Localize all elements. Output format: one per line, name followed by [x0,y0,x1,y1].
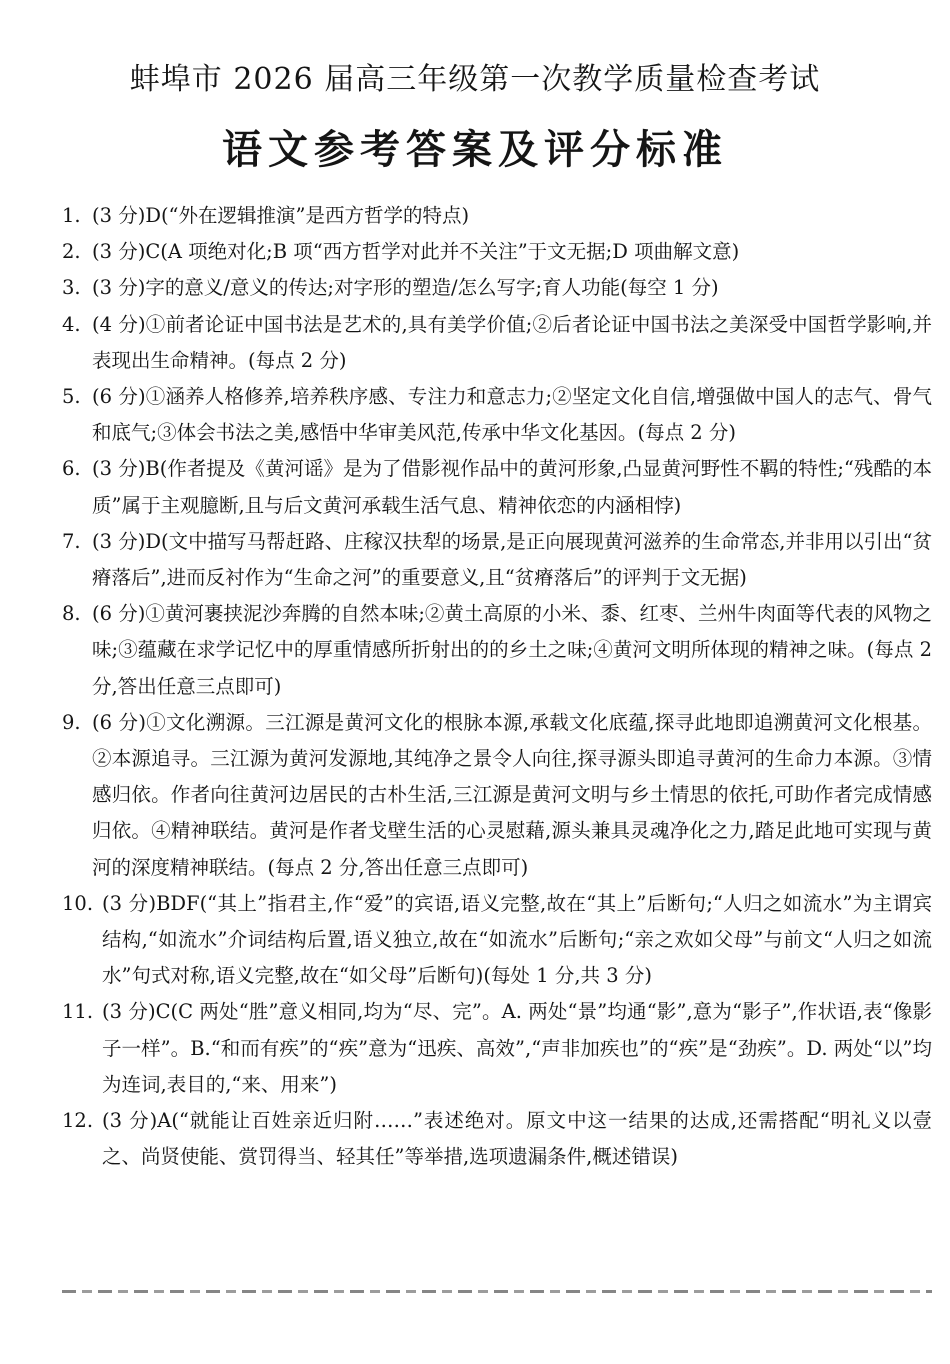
answer-item-12 [62,1103,932,1175]
answer-text: (3 分)D(文中描写马帮赶路、庄稼汉扶犁的场景,是正向展现黄河滋养的生命常态,并非用以引出“贫瘠落后”,进而反衬作为“生命之河”的重要意义,且“贫瘠落后”的评判于文无据) [92,529,932,590]
answer-number: 11. [62,1000,94,1024]
answer-text: (4 分)①前者论证中国书法是艺术的,具有美学价值;②后者论证中国书法之美深受中国哲学影响,并表现出生命精神。(每点 2 分) [92,312,932,372]
answer-text: (3 分)C(A 项绝对化;B 项“西方哲学对此并不关注”于文无据;D 项曲解文意) [92,240,740,264]
answer-number: 3. [62,276,81,300]
document-title: 语文参考答案及评分标准 [222,127,728,173]
answer-item-11 [62,994,932,1103]
answer-text: (3 分)A(“就能让百姓亲近归附……”表述绝对。原文中这一结果的达成,还需搭配“明礼义以壹之、尚贤使能、赏罚得当、轻其任”等举措,选项遗漏条件,概述错误) [102,1109,932,1169]
answer-number: 4. [62,312,81,336]
answer-number: 12. [62,1109,94,1133]
answer-text: (3 分)C(C 两处“胜”意义相同,均为“尽、完”。A. 两处“景”均通“影”,意为“影子”,作状语,表“像影子一样”。B.“和而有疾”的“疾”意为“迅疾、高效”,“声非加疾也”的“疾”是“劲疾”。D. 两处“以”均为连词,表目的,“来、用来”) [102,1000,932,1096]
answer-item-3 [62,270,932,306]
answer-number: 10. [62,891,94,915]
answer-number: 1. [62,204,81,227]
exam-title: 蚌埠市 2026 届高三年级第一次教学质量检查考试 [129,62,821,97]
answer-item-2 [62,234,932,270]
cropped-next-line [62,1283,932,1295]
answer-item-4 [62,307,932,379]
answer-text: (6 分)①黄河裹挟泥沙奔腾的自然本味;②黄土高原的小米、黍、红枣、兰州牛肉面等代表的风物之味;③蕴藏在求学记忆中的厚重情感所折射出的的乡土之味;④黄河文明所体现的精神之味。(每点 2 分,答出任意三点即可) [92,602,932,698]
answer-number: 2. [62,240,81,264]
cut-off-text-remnant [62,1290,932,1293]
answer-text: (3 分)B(作者提及《黄河谣》是为了借影视作品中的黄河形象,凸显黄河野性不羁的特性;“残酷的本质”属于主观臆断,且与后文黄河承载生活气息、精神依恋的内涵相悖) [92,457,932,517]
answer-number: 9. [62,710,81,734]
answer-item-9 [62,705,932,886]
answer-number: 8. [62,602,81,626]
answer-number: 5. [62,385,81,409]
answer-number: 7. [62,529,81,553]
answer-item-5 [62,379,932,451]
answer-number: 6. [62,457,81,481]
answer-item-10 [62,886,932,995]
answer-text: (3 分)字的意义/意义的传达;对字形的塑造/怎么写字;育人功能(每空 1 分) [92,276,719,300]
answer-text: (3 分)BDF(“其上”指君主,作“爱”的宾语,语义完整,故在“其上”后断句;“人归之如流水”为主谓宾结构,“如流水”介词结构后置,语义独立,故在“如流水”后断句;“亲之欢如父母”与前文“人归之如流水”句式对称,语义完整,故在“如父母”后断句)(每处 1 分,共 3 分) [102,891,932,988]
answer-text: (6 分)①涵养人格修养,培养秩序感、专注力和意志力;②坚定文化自信,增强做中国人的志气、骨气和底气;③体会书法之美,感悟中华审美风范,传承中华文化基因。(每点 2 分) [92,385,932,445]
answer-item-8 [62,596,932,705]
answer-item-1 [62,198,932,234]
answer-item-6 [62,451,932,523]
answer-item-7 [62,524,932,596]
answer-list [62,198,932,1175]
answer-text: (3 分)D(“外在逻辑推演”是西方哲学的特点) [92,204,470,227]
answer-text: (6 分)①文化溯源。三江源是黄河文化的根脉本源,承载文化底蕴,探寻此地即追溯黄河文化根基。②本源追寻。三江源为黄河发源地,其纯净之景令人向往,探寻源头即追寻黄河的生命力本源。③情感归依。作者向往黄河边居民的古朴生活,三江源是黄河文明与乡土情思的依托,可助作者完成情感归依。④精神联结。黄河是作者戈壁生活的心灵慰藉,源头兼具灵魂净化之力,踏足此地可实现与黄河的深度精神联结。(每点 2 分,答出任意三点即可) [92,710,932,879]
